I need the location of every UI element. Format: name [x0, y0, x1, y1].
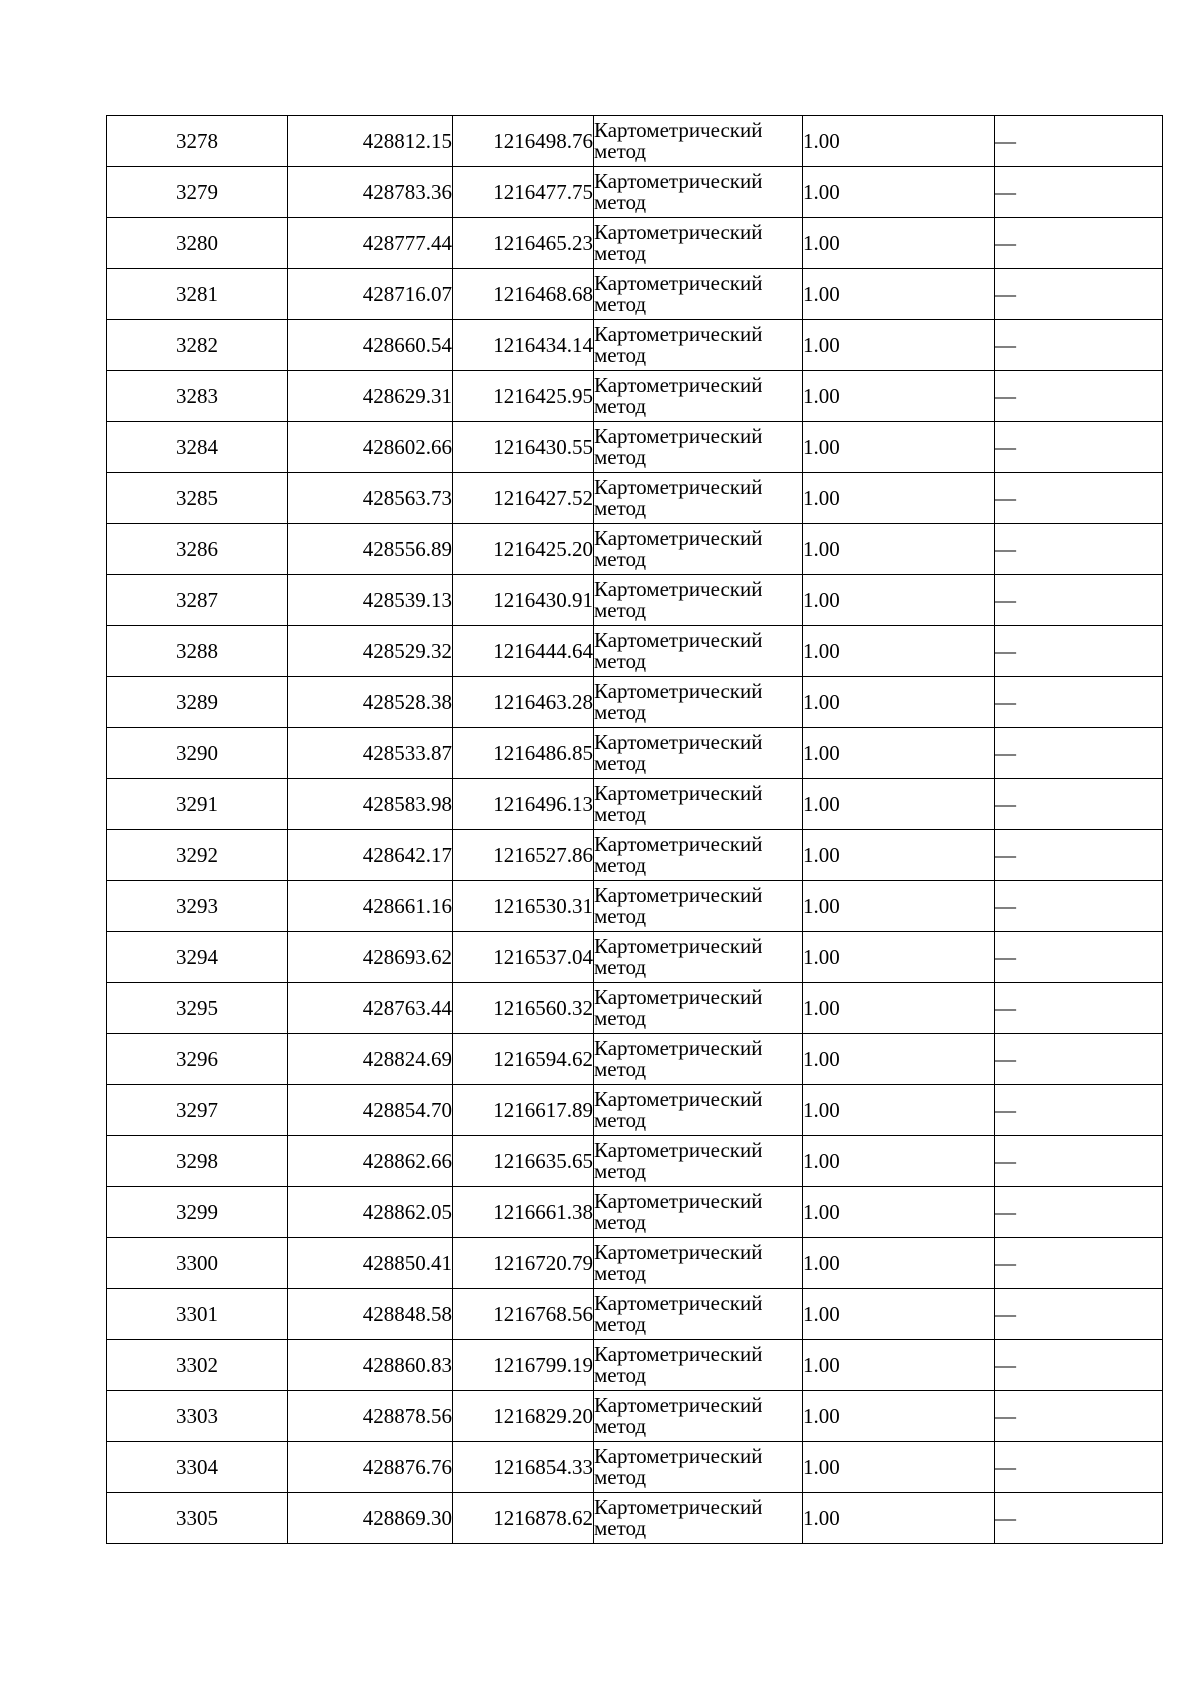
point-number-cell: 3287 — [107, 575, 288, 626]
description-cell: — — [995, 932, 1163, 983]
table-row — [107, 932, 1163, 983]
method-cell — [594, 626, 803, 677]
point-number-cell: 3289 — [107, 677, 288, 728]
method-line-1: Картометрический — [594, 883, 763, 907]
point-number-cell: 3292 — [107, 830, 288, 881]
x-coordinate-cell: 428533.87 — [288, 728, 453, 779]
method-line-1: Картометрический — [594, 1393, 763, 1417]
method-line-2: метод — [594, 904, 647, 928]
table-row — [107, 1391, 1163, 1442]
method-line-2: метод — [594, 1210, 647, 1234]
x-coordinate-cell: 428539.13 — [288, 575, 453, 626]
method-cell — [594, 1238, 803, 1289]
accuracy-cell: 1.00 — [803, 779, 995, 830]
description-cell: — — [995, 1238, 1163, 1289]
point-number-cell: 3299 — [107, 1187, 288, 1238]
method-cell — [594, 1034, 803, 1085]
method-line-2: метод — [594, 1312, 647, 1336]
method-line-1: Картометрический — [594, 220, 763, 244]
table-row — [107, 1238, 1163, 1289]
method-line-1: Картометрический — [594, 322, 763, 346]
y-coordinate-cell: 1216430.91 — [453, 575, 594, 626]
method-line-1: Картометрический — [594, 985, 763, 1009]
method-line-1: Картометрический — [594, 832, 763, 856]
method-line-1: Картометрический — [594, 1189, 763, 1213]
method-cell — [594, 371, 803, 422]
accuracy-cell: 1.00 — [803, 218, 995, 269]
table-row — [107, 1136, 1163, 1187]
description-cell: — — [995, 371, 1163, 422]
x-coordinate-cell: 428716.07 — [288, 269, 453, 320]
accuracy-cell: 1.00 — [803, 1340, 995, 1391]
point-number-cell: 3279 — [107, 167, 288, 218]
accuracy-cell: 1.00 — [803, 269, 995, 320]
x-coordinate-cell: 428876.76 — [288, 1442, 453, 1493]
table-row — [107, 830, 1163, 881]
table-row — [107, 167, 1163, 218]
description-cell: — — [995, 218, 1163, 269]
method-line-2: метод — [594, 700, 647, 724]
y-coordinate-cell: 1216829.20 — [453, 1391, 594, 1442]
accuracy-cell: 1.00 — [803, 830, 995, 881]
accuracy-cell: 1.00 — [803, 881, 995, 932]
method-line-1: Картометрический — [594, 475, 763, 499]
description-cell: — — [995, 1034, 1163, 1085]
method-cell — [594, 116, 803, 167]
method-line-2: метод — [594, 802, 647, 826]
y-coordinate-cell: 1216854.33 — [453, 1442, 594, 1493]
accuracy-cell: 1.00 — [803, 1289, 995, 1340]
description-cell: — — [995, 524, 1163, 575]
method-line-2: метод — [594, 1516, 647, 1540]
description-cell: — — [995, 116, 1163, 167]
method-line-1: Картометрический — [594, 169, 763, 193]
x-coordinate-cell: 428812.15 — [288, 116, 453, 167]
description-cell: — — [995, 575, 1163, 626]
y-coordinate-cell: 1216496.13 — [453, 779, 594, 830]
x-coordinate-cell: 428763.44 — [288, 983, 453, 1034]
table-row — [107, 677, 1163, 728]
description-cell: — — [995, 1442, 1163, 1493]
method-line-1: Картометрический — [594, 781, 763, 805]
accuracy-cell: 1.00 — [803, 1442, 995, 1493]
accuracy-cell: 1.00 — [803, 1136, 995, 1187]
table-row — [107, 320, 1163, 371]
y-coordinate-cell: 1216527.86 — [453, 830, 594, 881]
method-cell — [594, 881, 803, 932]
method-cell — [594, 422, 803, 473]
method-line-2: метод — [594, 1414, 647, 1438]
method-cell — [594, 932, 803, 983]
x-coordinate-cell: 428660.54 — [288, 320, 453, 371]
method-cell — [594, 167, 803, 218]
method-line-2: метод — [594, 139, 647, 163]
method-cell — [594, 1289, 803, 1340]
y-coordinate-cell: 1216799.19 — [453, 1340, 594, 1391]
accuracy-cell: 1.00 — [803, 1187, 995, 1238]
y-coordinate-cell: 1216594.62 — [453, 1034, 594, 1085]
method-cell — [594, 779, 803, 830]
table-row — [107, 1289, 1163, 1340]
table-row — [107, 728, 1163, 779]
y-coordinate-cell: 1216878.62 — [453, 1493, 594, 1544]
x-coordinate-cell: 428869.30 — [288, 1493, 453, 1544]
x-coordinate-cell: 428783.36 — [288, 167, 453, 218]
method-cell — [594, 473, 803, 524]
method-line-1: Картометрический — [594, 1138, 763, 1162]
table-row — [107, 218, 1163, 269]
method-cell — [594, 320, 803, 371]
method-line-2: метод — [594, 445, 647, 469]
description-cell: — — [995, 167, 1163, 218]
accuracy-cell: 1.00 — [803, 473, 995, 524]
table-row — [107, 1085, 1163, 1136]
method-cell — [594, 1442, 803, 1493]
table-row — [107, 881, 1163, 932]
x-coordinate-cell: 428629.31 — [288, 371, 453, 422]
table-row — [107, 779, 1163, 830]
accuracy-cell: 1.00 — [803, 575, 995, 626]
method-line-2: метод — [594, 292, 647, 316]
x-coordinate-cell: 428642.17 — [288, 830, 453, 881]
description-cell: — — [995, 1136, 1163, 1187]
method-line-1: Картометрический — [594, 577, 763, 601]
y-coordinate-cell: 1216430.55 — [453, 422, 594, 473]
point-number-cell: 3281 — [107, 269, 288, 320]
point-number-cell: 3301 — [107, 1289, 288, 1340]
method-cell — [594, 1187, 803, 1238]
method-line-2: метод — [594, 241, 647, 265]
point-number-cell: 3293 — [107, 881, 288, 932]
accuracy-cell: 1.00 — [803, 524, 995, 575]
accuracy-cell: 1.00 — [803, 167, 995, 218]
accuracy-cell: 1.00 — [803, 320, 995, 371]
description-cell: — — [995, 320, 1163, 371]
description-cell: — — [995, 1391, 1163, 1442]
y-coordinate-cell: 1216560.32 — [453, 983, 594, 1034]
x-coordinate-cell: 428583.98 — [288, 779, 453, 830]
y-coordinate-cell: 1216635.65 — [453, 1136, 594, 1187]
accuracy-cell: 1.00 — [803, 1493, 995, 1544]
description-cell: — — [995, 779, 1163, 830]
y-coordinate-cell: 1216425.20 — [453, 524, 594, 575]
method-cell — [594, 524, 803, 575]
method-line-2: метод — [594, 1465, 647, 1489]
y-coordinate-cell: 1216468.68 — [453, 269, 594, 320]
method-line-2: метод — [594, 1363, 647, 1387]
y-coordinate-cell: 1216444.64 — [453, 626, 594, 677]
method-cell — [594, 728, 803, 779]
point-number-cell: 3288 — [107, 626, 288, 677]
y-coordinate-cell: 1216427.52 — [453, 473, 594, 524]
method-line-2: метод — [594, 1261, 647, 1285]
method-cell — [594, 677, 803, 728]
accuracy-cell: 1.00 — [803, 932, 995, 983]
x-coordinate-cell: 428556.89 — [288, 524, 453, 575]
method-cell — [594, 983, 803, 1034]
y-coordinate-cell: 1216465.23 — [453, 218, 594, 269]
point-number-cell: 3300 — [107, 1238, 288, 1289]
y-coordinate-cell: 1216434.14 — [453, 320, 594, 371]
x-coordinate-cell: 428528.38 — [288, 677, 453, 728]
method-line-1: Картометрический — [594, 118, 763, 142]
description-cell: — — [995, 677, 1163, 728]
method-line-1: Картометрический — [594, 424, 763, 448]
y-coordinate-cell: 1216768.56 — [453, 1289, 594, 1340]
method-line-2: метод — [594, 853, 647, 877]
y-coordinate-cell: 1216617.89 — [453, 1085, 594, 1136]
y-coordinate-cell: 1216537.04 — [453, 932, 594, 983]
point-number-cell: 3295 — [107, 983, 288, 1034]
description-cell: — — [995, 269, 1163, 320]
x-coordinate-cell: 428862.05 — [288, 1187, 453, 1238]
method-line-1: Картометрический — [594, 730, 763, 754]
method-cell — [594, 269, 803, 320]
method-cell — [594, 1391, 803, 1442]
x-coordinate-cell: 428848.58 — [288, 1289, 453, 1340]
point-number-cell: 3304 — [107, 1442, 288, 1493]
x-coordinate-cell: 428529.32 — [288, 626, 453, 677]
x-coordinate-cell: 428854.70 — [288, 1085, 453, 1136]
y-coordinate-cell: 1216477.75 — [453, 167, 594, 218]
x-coordinate-cell: 428777.44 — [288, 218, 453, 269]
method-line-1: Картометрический — [594, 271, 763, 295]
table-row — [107, 422, 1163, 473]
method-line-1: Картометрический — [594, 1495, 763, 1519]
y-coordinate-cell: 1216530.31 — [453, 881, 594, 932]
method-cell — [594, 830, 803, 881]
x-coordinate-cell: 428878.56 — [288, 1391, 453, 1442]
y-coordinate-cell: 1216486.85 — [453, 728, 594, 779]
description-cell: — — [995, 1340, 1163, 1391]
method-line-2: метод — [594, 649, 647, 673]
y-coordinate-cell: 1216463.28 — [453, 677, 594, 728]
x-coordinate-cell: 428602.66 — [288, 422, 453, 473]
point-number-cell: 3290 — [107, 728, 288, 779]
method-line-1: Картометрический — [594, 1087, 763, 1111]
point-number-cell: 3294 — [107, 932, 288, 983]
method-cell — [594, 1136, 803, 1187]
table-row — [107, 1187, 1163, 1238]
method-line-1: Картометрический — [594, 1240, 763, 1264]
method-line-2: метод — [594, 1108, 647, 1132]
y-coordinate-cell: 1216425.95 — [453, 371, 594, 422]
method-line-1: Картометрический — [594, 373, 763, 397]
point-number-cell: 3291 — [107, 779, 288, 830]
method-line-2: метод — [594, 1006, 647, 1030]
point-number-cell: 3280 — [107, 218, 288, 269]
point-number-cell: 3296 — [107, 1034, 288, 1085]
method-line-1: Картометрический — [594, 679, 763, 703]
point-number-cell: 3278 — [107, 116, 288, 167]
method-line-2: метод — [594, 394, 647, 418]
method-line-2: метод — [594, 496, 647, 520]
method-line-2: метод — [594, 1159, 647, 1183]
point-number-cell: 3286 — [107, 524, 288, 575]
method-cell — [594, 1340, 803, 1391]
accuracy-cell: 1.00 — [803, 1238, 995, 1289]
table-row — [107, 473, 1163, 524]
description-cell: — — [995, 983, 1163, 1034]
method-line-2: метод — [594, 955, 647, 979]
method-line-2: метод — [594, 751, 647, 775]
method-line-2: метод — [594, 598, 647, 622]
x-coordinate-cell: 428860.83 — [288, 1340, 453, 1391]
coordinates-table-body — [107, 116, 1163, 1544]
x-coordinate-cell: 428824.69 — [288, 1034, 453, 1085]
description-cell: — — [995, 830, 1163, 881]
description-cell: — — [995, 626, 1163, 677]
method-line-2: метод — [594, 547, 647, 571]
table-row — [107, 626, 1163, 677]
description-cell: — — [995, 1289, 1163, 1340]
method-line-1: Картометрический — [594, 934, 763, 958]
method-line-1: Картометрический — [594, 1036, 763, 1060]
point-number-cell: 3305 — [107, 1493, 288, 1544]
method-line-1: Картометрический — [594, 628, 763, 652]
point-number-cell: 3297 — [107, 1085, 288, 1136]
x-coordinate-cell: 428862.66 — [288, 1136, 453, 1187]
x-coordinate-cell: 428563.73 — [288, 473, 453, 524]
table-row — [107, 371, 1163, 422]
method-cell — [594, 575, 803, 626]
x-coordinate-cell: 428661.16 — [288, 881, 453, 932]
table-row — [107, 983, 1163, 1034]
table-row — [107, 575, 1163, 626]
accuracy-cell: 1.00 — [803, 1034, 995, 1085]
description-cell: — — [995, 473, 1163, 524]
method-line-1: Картометрический — [594, 526, 763, 550]
accuracy-cell: 1.00 — [803, 626, 995, 677]
method-line-1: Картометрический — [594, 1444, 763, 1468]
table-row — [107, 1493, 1163, 1544]
accuracy-cell: 1.00 — [803, 116, 995, 167]
accuracy-cell: 1.00 — [803, 371, 995, 422]
x-coordinate-cell: 428693.62 — [288, 932, 453, 983]
method-line-1: Картометрический — [594, 1291, 763, 1315]
point-number-cell: 3302 — [107, 1340, 288, 1391]
accuracy-cell: 1.00 — [803, 1391, 995, 1442]
table-row — [107, 1442, 1163, 1493]
table-row — [107, 524, 1163, 575]
point-number-cell: 3285 — [107, 473, 288, 524]
method-cell — [594, 1085, 803, 1136]
accuracy-cell: 1.00 — [803, 983, 995, 1034]
table-row — [107, 1034, 1163, 1085]
description-cell: — — [995, 422, 1163, 473]
y-coordinate-cell: 1216498.76 — [453, 116, 594, 167]
point-number-cell: 3282 — [107, 320, 288, 371]
point-number-cell: 3283 — [107, 371, 288, 422]
method-line-2: метод — [594, 1057, 647, 1081]
method-cell — [594, 1493, 803, 1544]
method-line-2: метод — [594, 190, 647, 214]
description-cell: — — [995, 1493, 1163, 1544]
table-row — [107, 116, 1163, 167]
accuracy-cell: 1.00 — [803, 728, 995, 779]
method-cell — [594, 218, 803, 269]
coordinates-table — [106, 115, 1163, 1544]
y-coordinate-cell: 1216720.79 — [453, 1238, 594, 1289]
accuracy-cell: 1.00 — [803, 677, 995, 728]
description-cell: — — [995, 881, 1163, 932]
point-number-cell: 3303 — [107, 1391, 288, 1442]
method-line-2: метод — [594, 343, 647, 367]
accuracy-cell: 1.00 — [803, 1085, 995, 1136]
accuracy-cell: 1.00 — [803, 422, 995, 473]
point-number-cell: 3298 — [107, 1136, 288, 1187]
x-coordinate-cell: 428850.41 — [288, 1238, 453, 1289]
y-coordinate-cell: 1216661.38 — [453, 1187, 594, 1238]
method-line-1: Картометрический — [594, 1342, 763, 1366]
description-cell: — — [995, 728, 1163, 779]
table-row — [107, 269, 1163, 320]
description-cell: — — [995, 1187, 1163, 1238]
description-cell: — — [995, 1085, 1163, 1136]
point-number-cell: 3284 — [107, 422, 288, 473]
table-row — [107, 1340, 1163, 1391]
